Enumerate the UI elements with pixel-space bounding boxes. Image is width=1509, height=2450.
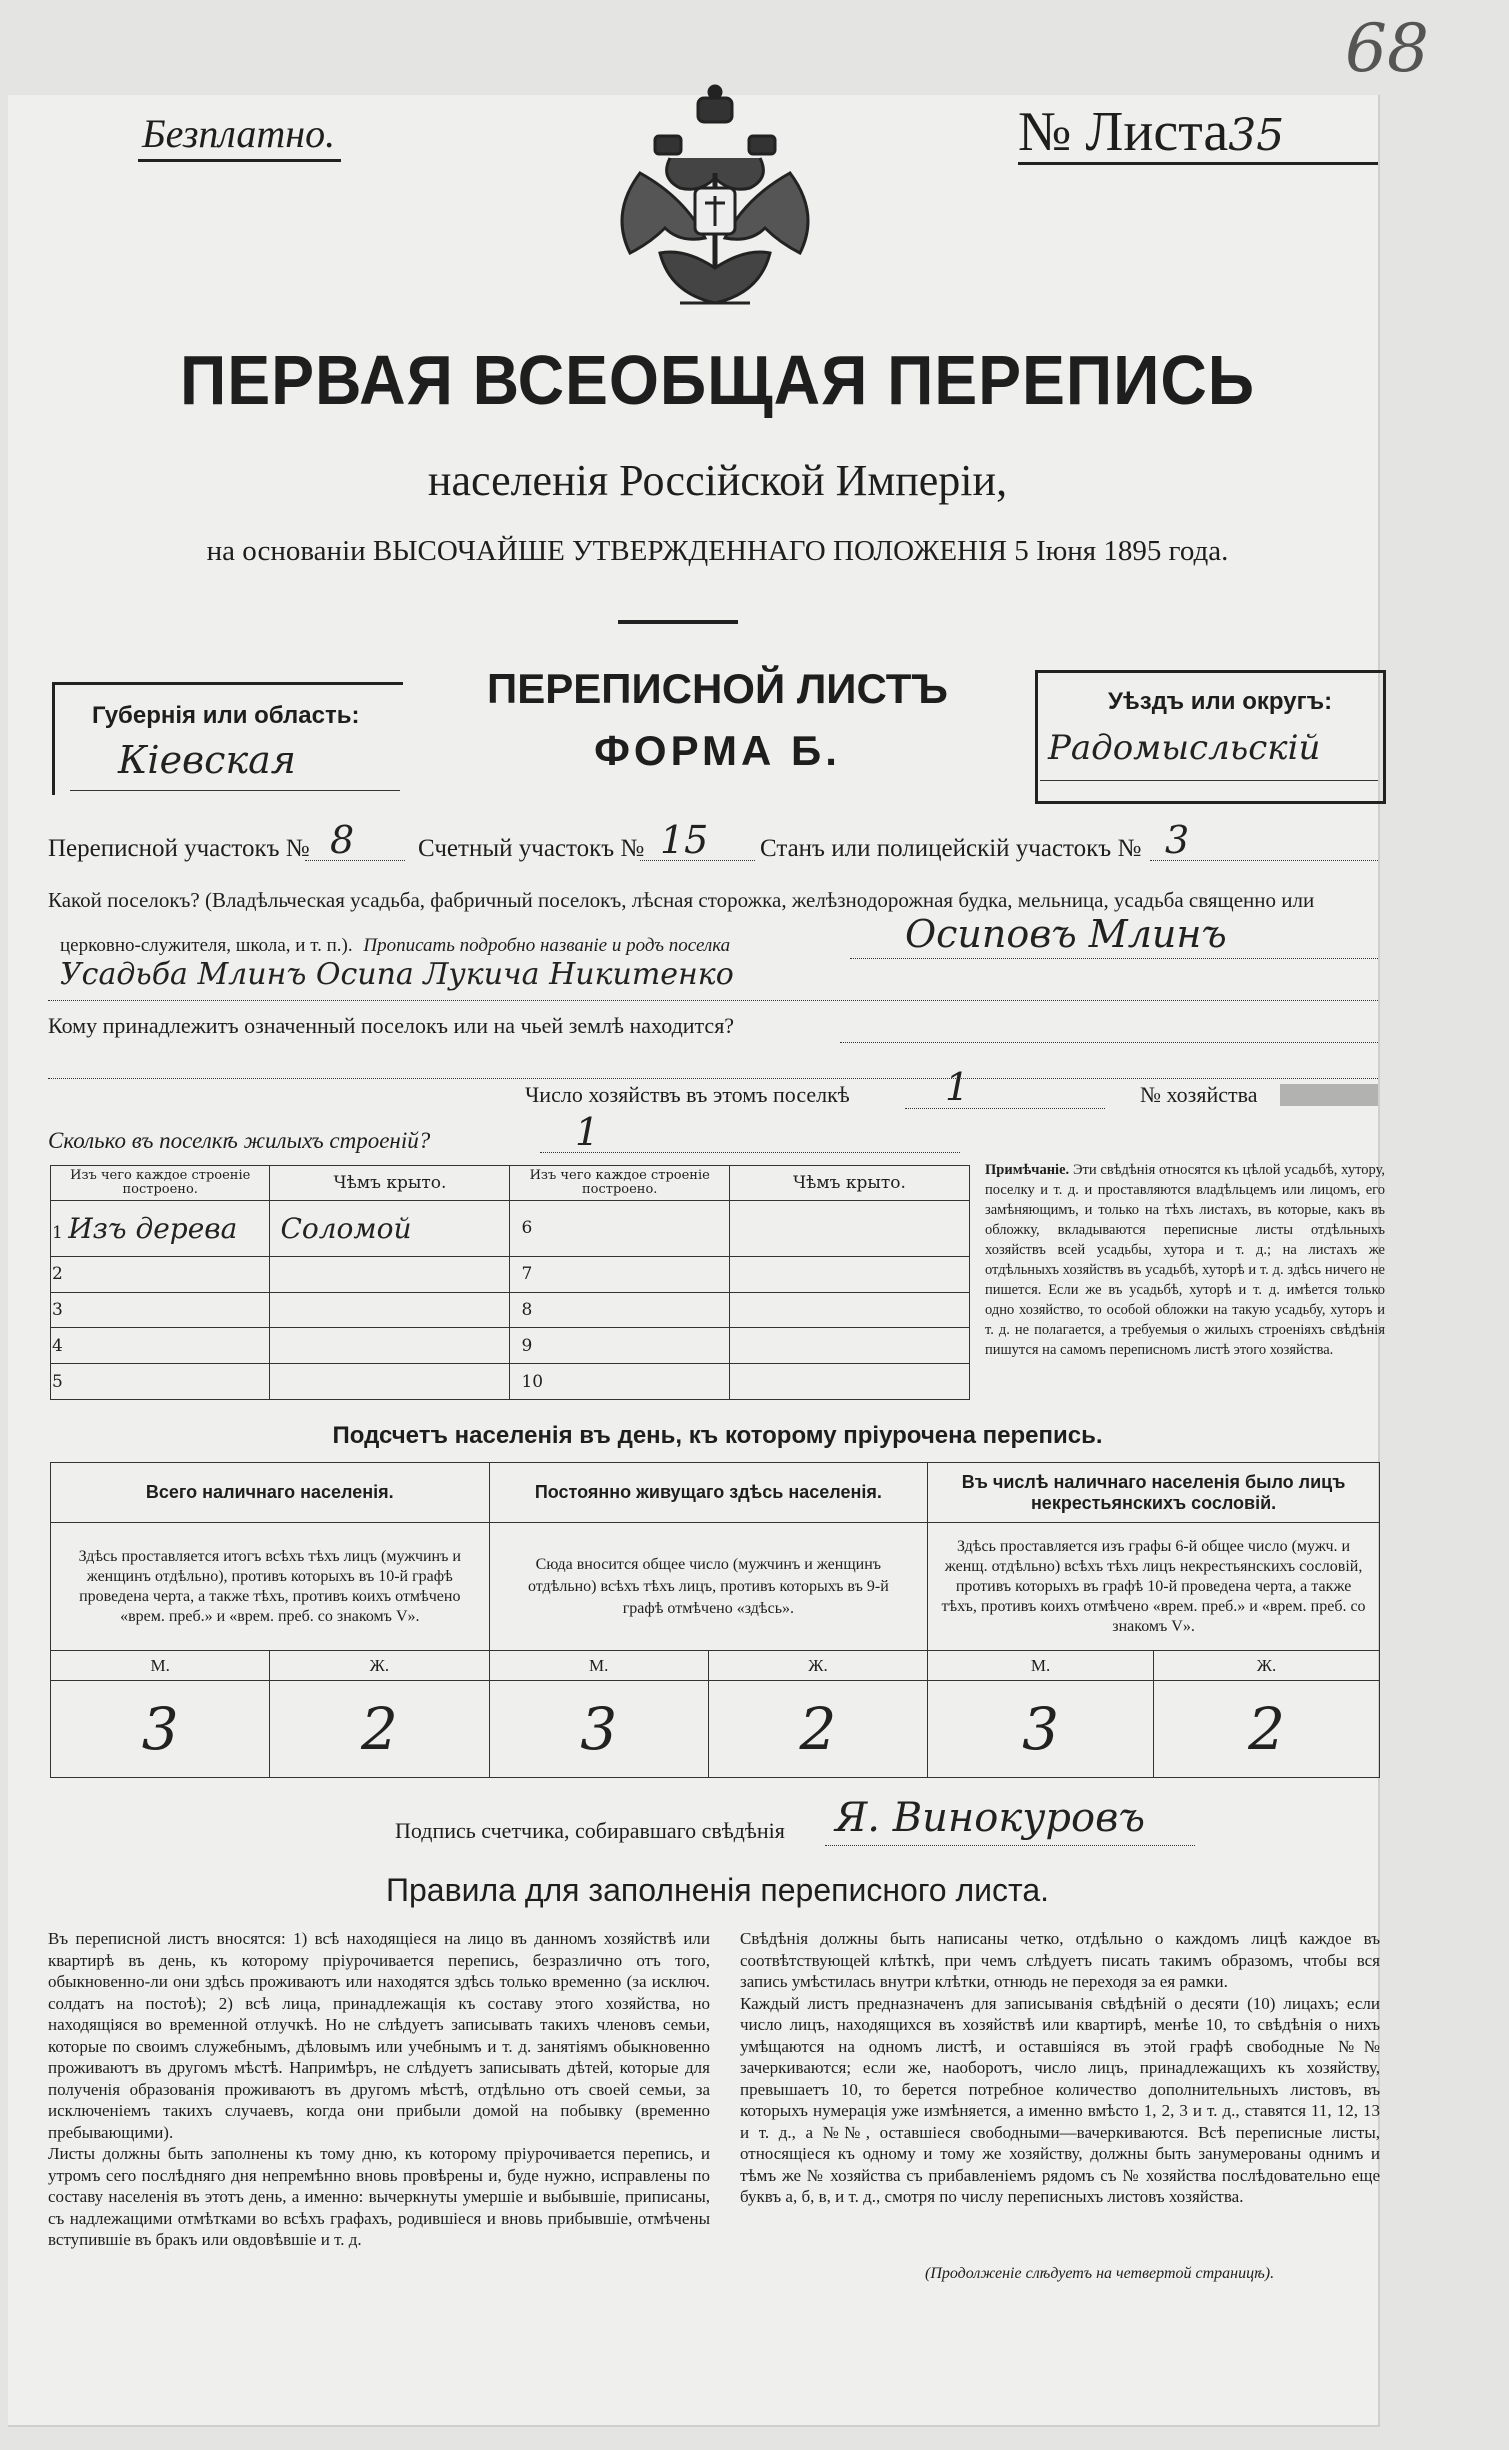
- count-head-permanent: Постоянно живущаго здѣсь населенія.: [489, 1463, 928, 1523]
- table-row: [51, 1201, 970, 1257]
- bt-roof-cell: [729, 1364, 969, 1400]
- bt-roof-cell: [729, 1292, 969, 1328]
- note-text: Эти свѣдѣнія относятся къ цѣлой усадьбѣ, хутору, поселку и т. д. и проставляются владѣльцемъ или лицомъ, его замѣняющимъ, и только на тѣхъ листахъ, въ которые, какъ въ обложку, вкладываются переписные листы отдѣльныхъ хозяйствъ всей усадьбы, хутора и т. д.; на листахъ же отдѣльныхъ хозяйствъ въ усадьбѣ, хуторѣ и т. д. здѣсь ничего не пишется. Если же въ усадьбѣ, хуторѣ и т. д. имѣется только одно хозяйство, то особой обложки на такую усадьбу, хуторъ и т. д. не полагается, а требуемыя о жилыхъ строеніяхъ свѣдѣнія пишутся на самомъ переписномъ листѣ этого хозяйства.: [985, 1162, 1386, 1358]
- bt-head-roof-left: Чѣмъ крыто.: [270, 1166, 510, 1201]
- counting-district-line: [640, 860, 755, 861]
- count-total-f: 2: [270, 1681, 489, 1778]
- signature-value: Я. Винокуровъ: [835, 1795, 1146, 1841]
- counting-district-value: 15: [660, 818, 709, 862]
- police-district-value: 3: [1165, 818, 1190, 862]
- table-row: [51, 1292, 970, 1328]
- count-f-label: Ж.: [1154, 1651, 1380, 1681]
- bt-head-roof-right: Чѣмъ крыто.: [729, 1166, 969, 1201]
- count-desc-nonpeasant: Здѣсь проставляется изъ графы 6-й общее число (мужч. и женщ. отдѣльно) всѣхъ тѣхъ лицъ некрестьянскихъ сословій, противъ которыхъ въ графѣ 10-й проведена черта, а также тѣхъ, противъ коихъ отмѣчено «врем. преб.» и «врем. преб. со знакомъ V».: [928, 1523, 1380, 1651]
- free-label: Безплатно.: [138, 110, 341, 162]
- count-desc-total: Здѣсь проставляется итогъ всѣхъ тѣхъ лицъ (мужчинъ и женщинъ отдѣльно), противъ которыхъ въ 10-й графѣ проведена черта, а также тѣхъ, противъ коихъ отмѣчено «врем. преб.» и «врем. преб. со знакомъ V».: [51, 1523, 490, 1651]
- count-desc-permanent: Сюда вносится общее число (мужчинъ и женщинъ отдѣльно) всѣхъ тѣхъ лицъ, противъ которыхъ въ 9-й графѣ отмѣчено «здѣсь».: [489, 1523, 928, 1651]
- bt-roof-cell: [270, 1364, 510, 1400]
- bt-material-cell: [510, 1364, 729, 1400]
- settlement-line-1: [850, 958, 1378, 959]
- bt-row-number: 1: [52, 1222, 63, 1243]
- bt-row-number: 7: [521, 1264, 533, 1285]
- rules-title: Правила для заполненія переписного листа.: [386, 1872, 1049, 1908]
- settlement-instruction: Прописать подробно названіе и родъ поселка: [363, 935, 731, 956]
- count-title: Подсчетъ населенія въ день, къ которому пріурочена перепись.: [332, 1422, 1103, 1449]
- census-district-label: Переписной участокъ №: [48, 835, 310, 862]
- uezd-underline: [1040, 780, 1378, 781]
- count-permanent-m: 3: [489, 1681, 708, 1778]
- bt-material-cell: [510, 1328, 729, 1364]
- count-nonpeasant-m: 3: [928, 1681, 1154, 1778]
- bt-material-cell: [51, 1256, 270, 1292]
- bt-row-number: 4: [52, 1335, 63, 1356]
- bt-row-number: 3: [52, 1300, 63, 1321]
- bt-material-cell: [510, 1256, 729, 1292]
- count-m-label: М.: [928, 1651, 1154, 1681]
- form-name: ФОРМА Б.: [594, 727, 841, 774]
- gubernia-underline: [70, 790, 400, 791]
- archive-page-mark: 68: [1345, 10, 1429, 87]
- signature-label: Подпись счетчика, собиравшаго свѣдѣнія: [395, 1818, 785, 1843]
- households-value: 1: [945, 1065, 970, 1109]
- buildings-label: Сколько въ поселкѣ жилыхъ строеній?: [48, 1128, 431, 1153]
- count-f-label: Ж.: [270, 1651, 489, 1681]
- police-district-line: [1150, 860, 1378, 861]
- count-total-m: 3: [51, 1681, 270, 1778]
- bt-material-cell: [510, 1201, 729, 1257]
- page-subtitle: населенія Россійской Имперіи,: [427, 456, 1008, 505]
- buildings-table: [50, 1165, 970, 1400]
- buildings-line: [540, 1152, 960, 1153]
- bt-head-material-right: Изъ чего каждое строеніе построено.: [510, 1166, 729, 1201]
- sheet-number-underline: [1018, 162, 1378, 165]
- count-f-label: Ж.: [708, 1651, 927, 1681]
- note-block: [985, 1160, 1385, 1360]
- settlement-value-2: Усадьба Млинъ Осипа Лукича Никитенко: [60, 957, 734, 992]
- imperial-eagle-emblem: [600, 78, 830, 318]
- rules-continue: (Продолженіе слѣдуетъ на четвертой страницѣ).: [925, 2265, 1275, 2282]
- bt-row-number: 10: [521, 1371, 544, 1392]
- count-head-nonpeasant: Въ числѣ наличнаго населенія было лицъ некрестьянскихъ сословій.: [928, 1463, 1380, 1523]
- uezd-label: Уѣздъ или округъ:: [1108, 688, 1333, 715]
- page-title: ПЕРВАЯ ВСЕОБЩАЯ ПЕРЕПИСЬ: [179, 341, 1255, 419]
- bt-material-cell: [51, 1292, 270, 1328]
- counting-district-label: Счетный участокъ №: [418, 835, 645, 862]
- bt-roof-cell: [270, 1292, 510, 1328]
- sheet-number-label: № Листа: [1018, 101, 1229, 163]
- table-row: [51, 1256, 970, 1292]
- form-title: ПЕРЕПИСНОЙ ЛИСТЪ: [487, 665, 948, 712]
- buildings-value: 1: [575, 1110, 600, 1154]
- gubernia-value: Кіевская: [118, 738, 296, 782]
- count-nonpeasant-f: 2: [1154, 1681, 1380, 1778]
- count-head-total: Всего наличнаго населенія.: [51, 1463, 490, 1523]
- gubernia-label: Губернія или область:: [92, 702, 360, 729]
- owner-line-2: [48, 1078, 1378, 1079]
- bt-roof-cell: [729, 1328, 969, 1364]
- bt-roof-cell: [729, 1256, 969, 1292]
- bt-material-cell: [510, 1292, 729, 1328]
- household-no-label: № хозяйства: [1140, 1082, 1258, 1107]
- uezd-value: Радомысльскій: [1048, 728, 1321, 768]
- legal-basis: на основаніи ВЫСОЧАЙШЕ УТВЕРЖДЕННАГО ПОЛОЖЕНІЯ 5 Іюня 1895 года.: [206, 535, 1229, 567]
- sheet-number-value: 35: [1228, 110, 1285, 161]
- bt-material-cell: [51, 1328, 270, 1364]
- bt-row-number: 5: [52, 1371, 63, 1392]
- count-m-label: М.: [51, 1651, 270, 1681]
- bt-roof-cell: [270, 1201, 510, 1257]
- bt-roof-value: Соломой: [280, 1211, 412, 1245]
- bt-material-cell: [51, 1364, 270, 1400]
- rules-right: Свѣдѣнія должны быть написаны четко, отдѣльно о каждомъ лицѣ каждое въ соотвѣтствующей клѣткѣ, при чемъ слѣдуетъ писать такимъ образомъ, чтобы вся запись умѣстилась внутри клѣтки, отнюдь не переходя за ея рамки. Каждый листъ предназначенъ для записыванія свѣдѣній о десяти (10) лицахъ; если число лицъ, находящихся въ хозяйствѣ или квартирѣ, менѣе 10, то свѣдѣнія о нихъ умѣщаются на одномъ листѣ, и оставшіяся въ этой графѣ свободные №№ зачеркиваются; если же, наоборотъ, число лицъ, принадлежащихъ къ хозяйству, превышаетъ 10, то берется потребное количество дополнительныхъ листовъ, въ которыхъ нумерація уже измѣняется, а именно вмѣсто 1, 2, 3 и т. д., ставятся 11, 12, 13 и т. д., а №№, оставшіеся свободными—вачеркиваются. Всѣ переписные листы, относящіеся къ одному и тому же хозяйству, должны быть занумерованы однимъ и тѣмъ же № хозяйства съ прибавленіемъ рядомъ съ № хозяйства послѣдовательно еще буквъ а, б, в, и т. д., смотря по числу переписныхъ листовъ хозяйства.: [740, 1929, 1380, 2206]
- owner-question: Кому принадлежитъ означенный поселокъ или на чьей землѣ находится?: [48, 1013, 735, 1038]
- count-permanent-f: 2: [708, 1681, 927, 1778]
- bt-roof-cell: [729, 1201, 969, 1257]
- bt-head-material-left: Изъ чего каждое строеніе построено.: [51, 1166, 270, 1201]
- census-district-line: [305, 860, 405, 861]
- owner-line-1: [840, 1042, 1378, 1043]
- bt-row-number: 2: [52, 1264, 63, 1285]
- note-title: Примѣчаніе.: [985, 1162, 1070, 1178]
- title-divider: [618, 620, 738, 624]
- table-row: [51, 1328, 970, 1364]
- bt-row-number: 9: [521, 1335, 533, 1356]
- rules-left: Въ переписной листъ вносятся: 1) всѣ находящіеся на лицо въ данномъ хозяйствѣ или квартирѣ въ день, къ которому пріурочивается перепись, безразлично отъ того, обыкновенно-ли они здѣсь проживаютъ или находятся здѣсь только временно (за исключ. солдатъ на постоѣ); 2) всѣ лица, принадлежащія къ составу этого хозяйства, но находящіяся во временной отлучкѣ. Но не слѣдуетъ записывать такихъ членовъ семьи, которые по своимъ служебнымъ, дѣловымъ или учебнымъ и т. д. занятіямъ обыкновенно проживаютъ въ другомъ мѣстѣ. Напримѣръ, не слѣдуетъ записывать дѣтей, которые для полученія образованія проживаютъ въ другомъ мѣстѣ, отдѣльно отъ своей семьи, за исключеніемъ такихъ случаевъ, когда они прибыли домой на побывку (временно пребывающими). Листы должны быть заполнены къ тому дню, къ которому пріурочивается перепись, и утромъ сего послѣдняго дня непремѣнно вновь провѣрены и, буде нужно, исправлены по составу населенія въ этотъ день, а именно: вычеркнуты умершіе и выбывшіе, приписаны, съ надлежащими отмѣтками во всѣхъ графахъ, родившіеся и вновь прибывшіе, отмѣчены вступившіе въ бракъ или овдовѣвшіе и т. д.: [48, 1929, 710, 2249]
- police-district-label: Станъ или полицейскій участокъ №: [760, 835, 1142, 862]
- count-table: [50, 1462, 1380, 1778]
- settlement-value-1: Осиповъ Млинъ: [905, 912, 1227, 956]
- bt-roof-cell: [270, 1328, 510, 1364]
- census-district-value: 8: [330, 818, 355, 862]
- bt-roof-cell: [270, 1256, 510, 1292]
- sheet-number: [1018, 100, 1284, 164]
- bt-row-number: 8: [521, 1300, 533, 1321]
- bt-row-number: 6: [521, 1218, 533, 1239]
- household-no-value-box: [1280, 1084, 1378, 1106]
- households-label: Число хозяйствъ въ этомъ поселкѣ: [525, 1082, 850, 1107]
- settlement-question: Какой поселокъ? (Владѣльческая усадьба, фабричный поселокъ, лѣсная сторожка, желѣзнодорожная будка, мельница, усадьба священно или: [48, 888, 1315, 912]
- table-row: [51, 1364, 970, 1400]
- households-line: [905, 1108, 1105, 1109]
- count-m-label: М.: [489, 1651, 708, 1681]
- bt-material-value: Изъ дерева: [68, 1211, 238, 1245]
- settlement-question-2: [60, 935, 730, 957]
- signature-line: [825, 1845, 1195, 1846]
- bt-material-cell: [51, 1201, 270, 1257]
- settlement-question-cont: церковно-служителя, школа, и т. п.).: [60, 935, 353, 956]
- settlement-line-2: [48, 1000, 1378, 1001]
